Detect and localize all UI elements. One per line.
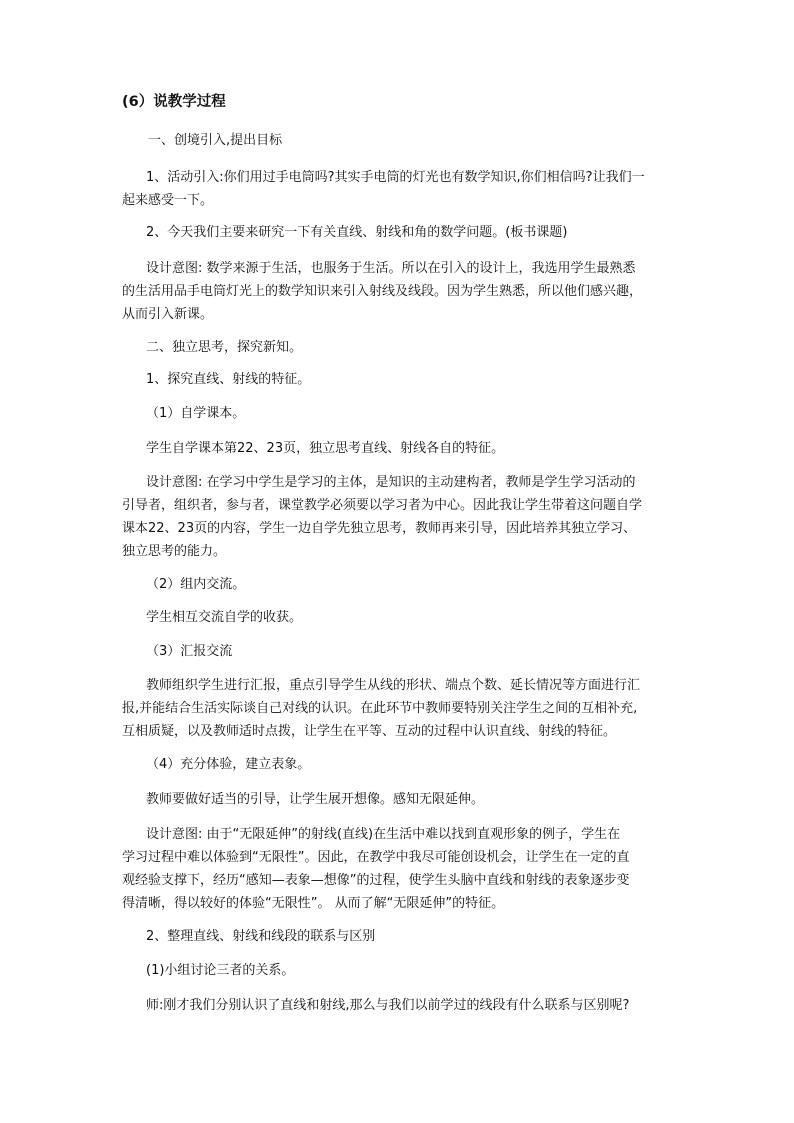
- heading-two: 二、独立思考，探究新知。: [146, 340, 303, 355]
- paragraph-line: 互相质疑，以及教师适时点拨，让学生在平等、互动的过程中认识直线、射线的特征。: [122, 724, 617, 739]
- subheading: 2、整理直线、射线和线段的联系与区别: [146, 929, 376, 944]
- subheading: （1）自学课本。: [146, 406, 246, 421]
- paragraph-line: (1)小组讨论三者的关系。: [146, 963, 295, 978]
- paragraph-line: 2、今天我们主要来研究一下有关直线、射线和角的数学问题。(板书课题): [146, 225, 568, 240]
- paragraph-line: 学生相互交流自学的收获。: [146, 610, 303, 625]
- subheading: （3）汇报交流: [146, 644, 233, 659]
- paragraph-line: 观经验支撑下，经历“感知—表象—想像”的过程，使学生头脑中直线和射线的表象逐步变: [122, 873, 630, 888]
- heading-one: 一、创境引入,提出目标: [148, 133, 283, 148]
- paragraph-line: 教师要做好适当的引导，让学生展开想像。感知无限延伸。: [146, 792, 485, 807]
- paragraph-line: 1、活动引入:你们用过手电筒吗?其实手电筒的灯光也有数学知识,你们相信吗?让我们一: [146, 170, 645, 185]
- paragraph-line: 课本22、23页的内容，学生一边自学先独立思考，教师再来引导，因此培养其独立学习、: [122, 521, 637, 536]
- paragraph-line: 报,并能结合生活实际谈自己对线的认识。在此环节中教师要特别关注学生之间的互相补充,: [122, 701, 638, 716]
- paragraph-line: 独立思考的能力。: [122, 544, 227, 559]
- subheading: 1、探究直线、射线的特征。: [146, 372, 311, 387]
- paragraph-line: 师:刚才我们分别认识了直线和射线,那么与我们以前学过的线段有什么联系与区别呢?: [146, 998, 630, 1013]
- paragraph-line: 起来感受一下。: [122, 193, 214, 208]
- paragraph-line: 设计意图: 由于“无限延伸”的射线(直线)在生活中难以找到直观形象的例子，学生在: [146, 827, 621, 842]
- subheading: （2）组内交流。: [146, 577, 246, 592]
- subheading: （4）充分体验，建立表象。: [146, 757, 311, 772]
- paragraph-line: 从而引入新课。: [122, 307, 214, 322]
- paragraph-line: 得清晰，得以较好的体验“无限性”。 从而了解“无限延伸”的特征。: [122, 896, 505, 911]
- paragraph-line: 教师组织学生进行汇报，重点引导学生从线的形状、端点个数、延长情况等方面进行汇: [146, 678, 641, 693]
- paragraph-line: 的生活用品手电筒灯光上的数学知识来引入射线及线段。因为学生熟悉，所以他们感兴趣，: [122, 284, 643, 299]
- paragraph-line: 引导者，组织者，参与者，课堂教学必须要以学习者为中心。因此我让学生带着这问题自学: [122, 498, 643, 513]
- paragraph-line: 设计意图: 在学习中学生是学习的主体，是知识的主动建构者，教师是学生学习活动的: [146, 475, 636, 490]
- paragraph-line: 设计意图: 数学来源于生活，也服务于生活。所以在引入的设计上，我选用学生最熟悉: [146, 261, 636, 276]
- paragraph-line: 学习过程中难以体验到“无限性”。因此，在教学中我尽可能创设机会，让学生在一定的直: [122, 850, 630, 865]
- paragraph-line: 学生自学课本第22、23页，独立思考直线、射线各自的特征。: [146, 441, 505, 456]
- section-title: (6）说教学过程: [122, 94, 226, 110]
